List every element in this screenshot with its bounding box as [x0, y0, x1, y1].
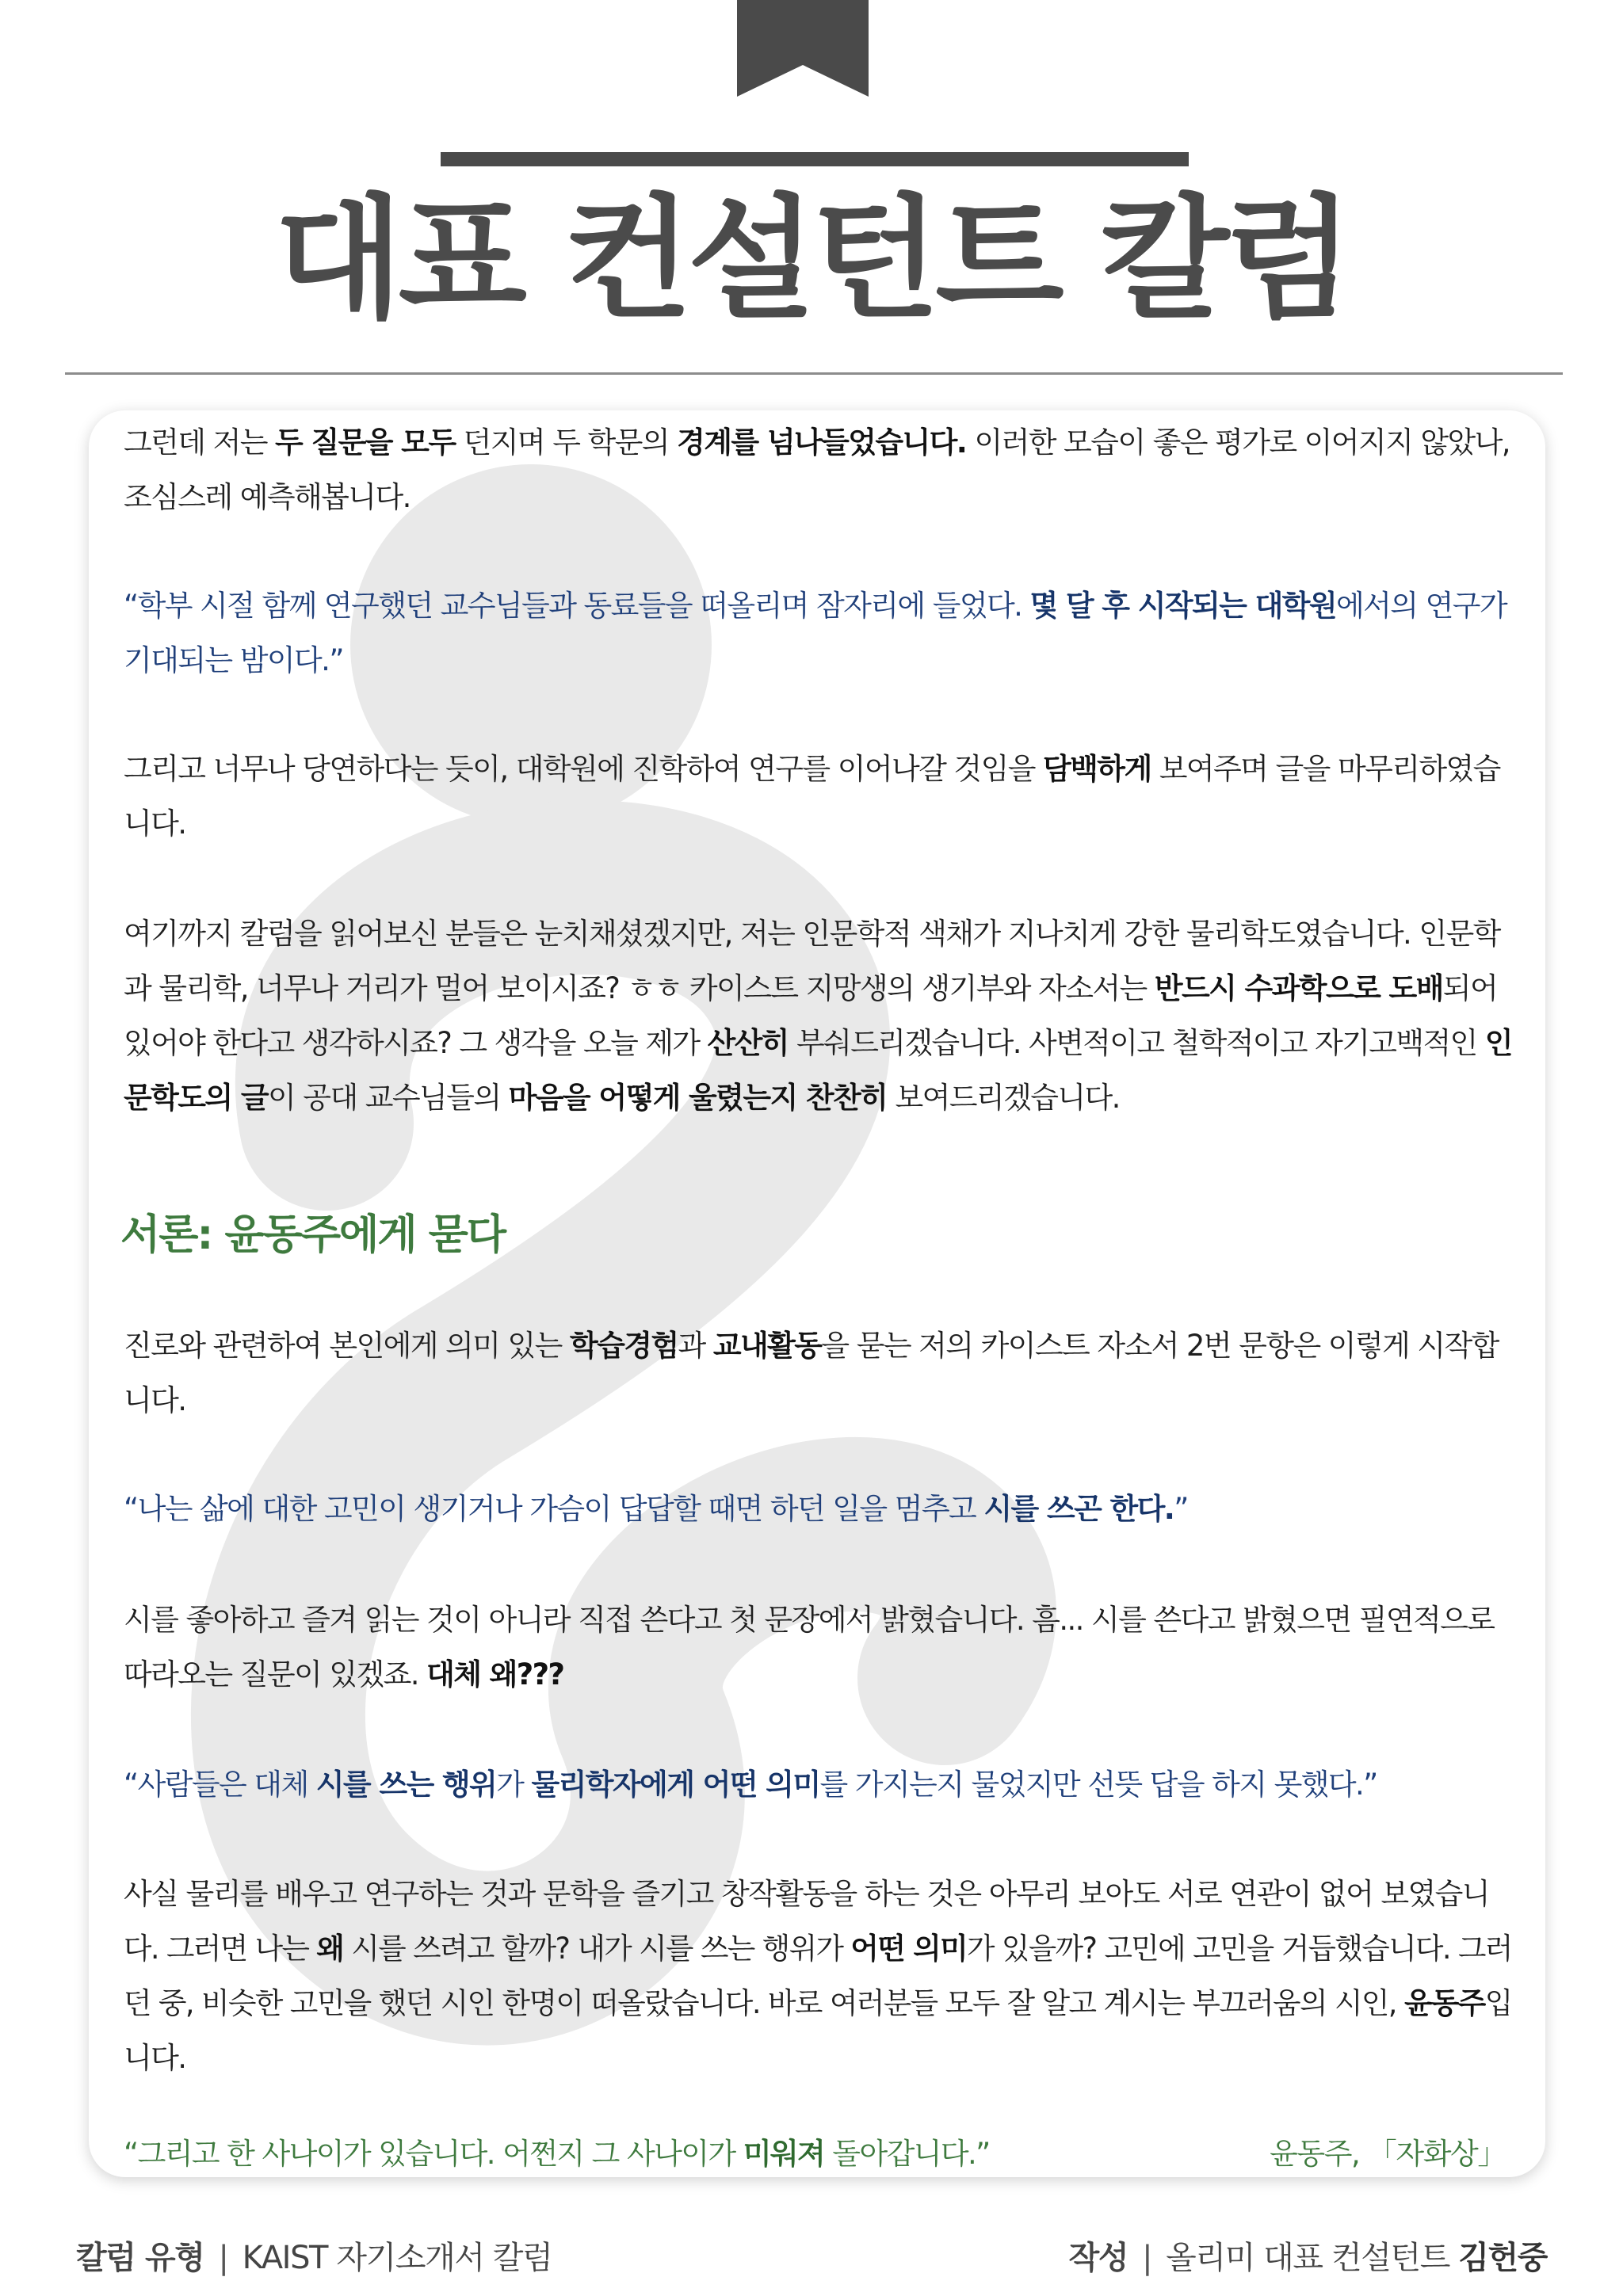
- bold-text: 대체 왜???: [426, 1657, 564, 1691]
- quote-source: 윤동주, 「자화상」: [1270, 2137, 1506, 2171]
- text-run: 니다.: [124, 2041, 186, 2075]
- paragraph-5: [124, 1592, 1512, 1702]
- column-type-value: KAIST 자기소개서 칼럼: [242, 2240, 552, 2276]
- bold-text: 물리학자에게 어떤 의미: [531, 1768, 820, 1802]
- text-run: 시를 쓰려고 할까? 내가 시를 쓰는 행위가: [343, 1932, 851, 1966]
- text-run: 있어야 한다고 생각하시죠? 그 생각을 오늘 제가: [124, 1026, 708, 1060]
- text-line: [124, 470, 1512, 524]
- text-line: [124, 2031, 1512, 2085]
- text-run: 사실 물리를 배우고 연구하는 것과 문학을 즐기고 창작활동을 하는 것은 아무리 보아도 서로 연관이 없어 보였습니: [124, 1877, 1489, 1911]
- paragraph-1: [124, 415, 1512, 524]
- bold-text: 교내활동: [712, 1329, 822, 1363]
- footer-separator: |: [218, 2240, 228, 2276]
- text-run: ”: [1174, 1492, 1188, 1526]
- bold-text: 마음을 어떻게 울렸는지 찬찬히: [508, 1081, 888, 1115]
- bold-text: 왜: [316, 1932, 344, 1966]
- title-top-rule: [441, 152, 1189, 166]
- text-run: “사람들은 대체: [124, 1768, 316, 1802]
- text-line: [124, 1482, 1512, 1536]
- bold-text: 인: [1484, 1026, 1512, 1060]
- paragraph-4: [124, 1318, 1512, 1428]
- bold-text: 미워져: [743, 2137, 825, 2171]
- text-line: [124, 633, 1512, 688]
- text-line: [124, 415, 1512, 470]
- bold-text: 경계를 넘나들었습니다.: [677, 425, 967, 460]
- text-run: 과: [678, 1329, 713, 1363]
- quote-1: [124, 578, 1512, 688]
- text-line: [124, 1070, 1512, 1125]
- bold-text: 담백하게: [1043, 752, 1151, 786]
- text-line: [124, 1016, 1510, 1070]
- text-run: “학부 시절 함께 연구했던 교수님들과 동료들을 떠올리며 잠자리에 들었다.: [124, 589, 1030, 623]
- text-line: [124, 578, 1512, 633]
- article-card: [89, 410, 1545, 2177]
- bold-text: 시를 쓰곤 한다.: [983, 1492, 1174, 1526]
- paragraph-2: [124, 742, 1512, 851]
- text-run: 여기까지 칼럼을 읽어보신 분들은 눈치채셨겠지만, 저는 인문학적 색채가 지나치게 강한 물리학도였습니다. 인문학: [124, 917, 1500, 951]
- bold-text: 몇 달 후 시작되는 대학원: [1029, 589, 1336, 623]
- text-run: 보여드리겠습니다.: [887, 1081, 1120, 1115]
- column-type-label: 칼럼 유형: [76, 2240, 204, 2276]
- text-run: 를 가지는지 물었지만 선뜻 답을 하지 못했다.”: [819, 1768, 1377, 1802]
- text-line: [124, 1373, 1512, 1428]
- text-run: 입: [1484, 1986, 1512, 2020]
- quote-2: [124, 1482, 1512, 1536]
- text-run: 던지며 두 학문의: [455, 425, 678, 460]
- text-run: 조심스레 예측해봅니다.: [124, 480, 411, 514]
- text-line: [124, 1318, 1512, 1373]
- text-run: 을 묻는 저의 카이스트 자소서 2번 문항은 이렇게 시작합: [821, 1329, 1499, 1363]
- bold-text: 학습경험: [569, 1329, 678, 1363]
- text-run: 가 있을까? 고민에 고민을 거듭했습니다. 그러: [967, 1932, 1512, 1966]
- text-run: 이 공대 교수님들의: [268, 1081, 509, 1115]
- paragraph-3: [124, 906, 1512, 1125]
- section-heading-intro: 서론: 윤동주에게 묻다: [120, 1211, 506, 1259]
- text-run: 이러한 모습이 좋은 평가로 이어지지 않았나,: [966, 425, 1510, 460]
- author-label: 작성: [1068, 2240, 1128, 2276]
- page-title: 대표 컨설턴트 칼럼: [274, 181, 1349, 337]
- text-line: [124, 1592, 1512, 1647]
- bold-text: 시를 쓰는 행위: [315, 1768, 497, 1802]
- text-run: “그리고 한 사나이가 있습니다. 어쩐지 그 사나이가: [124, 2137, 743, 2171]
- bookmark-ribbon-icon: [737, 0, 869, 97]
- text-run: 과 물리학, 너무나 거리가 멀어 보이시죠? ㅎㅎ 카이스트 지망생의 생기부와 자소서는: [124, 971, 1155, 1005]
- text-run: 돌아갑니다.”: [824, 2137, 990, 2171]
- text-run: 그런데 저는: [124, 425, 276, 460]
- text-run: 따라오는 질문이 있겠죠.: [124, 1657, 427, 1691]
- text-run: 기대되는 밤이다.”: [124, 643, 343, 677]
- bold-text: 두 질문을 모두: [275, 425, 456, 460]
- text-run: 다. 그러면 나는: [124, 1932, 317, 1966]
- quote-3: [124, 1757, 1512, 1812]
- text-line: [124, 1976, 1512, 2031]
- text-line: [124, 1757, 1512, 1812]
- text-run: 니다.: [124, 807, 186, 841]
- author-name: 김헌중: [1458, 2240, 1547, 2276]
- text-line: [124, 906, 1512, 961]
- bold-text: 어떤 의미: [850, 1932, 968, 1966]
- text-line: [124, 1867, 1512, 1921]
- paragraph-6: [124, 1867, 1512, 2085]
- text-run: 보여주며 글을 마무리하였습: [1151, 752, 1500, 786]
- footer-separator: |: [1142, 2240, 1152, 2276]
- text-line: [124, 1921, 1512, 1976]
- bold-text: 반드시 수과학으로 도배: [1154, 971, 1443, 1005]
- bold-text: 문학도의 글: [124, 1081, 268, 1115]
- text-run: 가: [496, 1768, 532, 1802]
- bold-text: 산산히: [707, 1026, 789, 1060]
- text-run: 니다.: [124, 1383, 186, 1417]
- footer-author: [1069, 2233, 1547, 2278]
- text-line: [124, 2126, 1154, 2177]
- text-run: 되어: [1442, 971, 1498, 1005]
- text-line: [124, 742, 1512, 796]
- text-run: 에서의 연구가: [1336, 589, 1507, 623]
- text-run: 그리고 너무나 당연하다는 듯이, 대학원에 진학하여 연구를 이어나갈 것임을: [124, 752, 1044, 786]
- text-run: “나는 삶에 대한 고민이 생기거나 가슴이 답답할 때면 하던 일을 멈추고: [124, 1492, 984, 1526]
- text-line: [124, 796, 1512, 851]
- text-run: 진로와 관련하여 본인에게 의미 있는: [124, 1329, 570, 1363]
- quote-4: [124, 2126, 1154, 2177]
- text-run: 시를 좋아하고 즐겨 읽는 것이 아니라 직접 쓴다고 첫 문장에서 밝혔습니다. 흠... 시를 쓴다고 밝혔으면 필연적으로: [124, 1603, 1495, 1637]
- author-role: 올리미 대표 컨설턴트: [1166, 2240, 1449, 2276]
- text-run: 부숴드리겠습니다. 사변적이고 철학적이고 자기고백적인: [788, 1026, 1485, 1060]
- text-line: [124, 1647, 1512, 1702]
- title-divider: [65, 372, 1563, 375]
- text-line: [124, 961, 1512, 1016]
- bold-text: 윤동주: [1403, 1986, 1485, 2020]
- text-run: 던 중, 비슷한 고민을 했던 시인 한명이 떠올랐습니다. 바로 여러분들 모두 잘 알고 계시는 부끄러움의 시인,: [124, 1986, 1404, 2020]
- footer-column-type: [76, 2233, 552, 2278]
